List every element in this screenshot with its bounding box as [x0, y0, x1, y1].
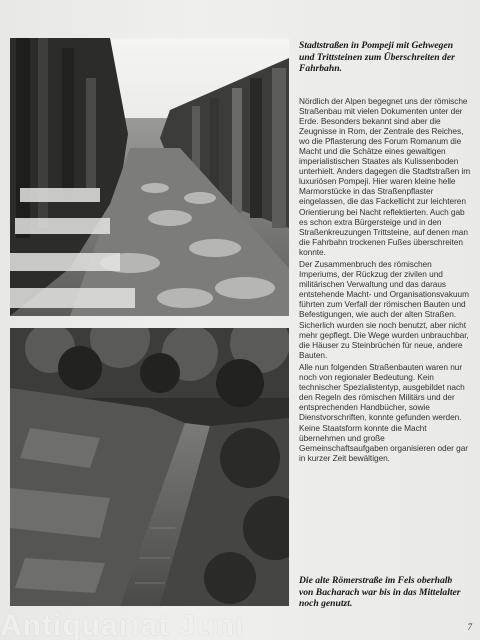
caption-top: Stadtstraßen in Pompeji mit Gehwegen und Trittsteinen zum Überschreiten der Fahrbahn.	[299, 40, 455, 75]
watermark: Antiquariat Juni	[0, 610, 245, 640]
page-number: 7	[467, 622, 472, 632]
photo-pompeii-street	[10, 38, 289, 316]
article-body	[299, 96, 472, 465]
photo-roman-road-bacharach	[10, 328, 289, 606]
body-paragraph: Alle nun folgenden Straßenbauten waren nur noch von regionaler Bedeutung. Kein technischer Spezialistentyp, ausgebildet nach den Regeln des römischen Militärs und der entsprechenden Handbücher, sowie Dienstvorschriften, konnte gefunden werden. Keine Staatsform konnte die Macht übernehmen und große Gemeinschaftsaufgaben organisieren oder gar in kurzer Zeit bewältigen.	[299, 362, 468, 463]
body-paragraph: Nördlich der Alpen begegnet uns der römische Straßenbau mit vielen Dokumenten unter der Erde. Besonders bekannt sind aber die Zeugnisse in Rom, der Zentrale des Reiches, wo die Pflasterung des Forum Romanum die Macht und die Schätze eines gewaltigen imperialistischen Staates als Kulissenboden unterhielt. Anders dagegen die Stadtstraßen im luxuriösen Pompeji. Hier waren kleine helle Marmorstücke in das Straßenpflaster eingelassen, die das Fackellicht zur leichteren Orientierung bei Nacht reflektierten. Auch gab es schon extra Bürgersteige und in den Straßenkreuzungen Trittsteine, auf denen man die Fahrbahn trockenen Fußes überschreiten konnte.	[299, 96, 471, 257]
body-paragraph: Der Zusammenbruch des römischen Imperiums, der Rückzug der zivilen und militärischen Verwaltung und das daraus entstehende Macht- und Organisationsvakuum führten zum Verfall der römischen Bauten und Befestigungen, wie auch der alten Straßen. Sicherlich wurden sie noch benutzt, aber nicht mehr gepflegt. Die Wege wurden unbrauchbar, die Häuser zu Steinbrüchen für neue, andere Bauten.	[299, 259, 469, 360]
caption-bottom: Die alte Römerstraße im Fels oberhalb von Bacharach war bis in das Mittelalter noch genutzt.	[299, 575, 461, 610]
